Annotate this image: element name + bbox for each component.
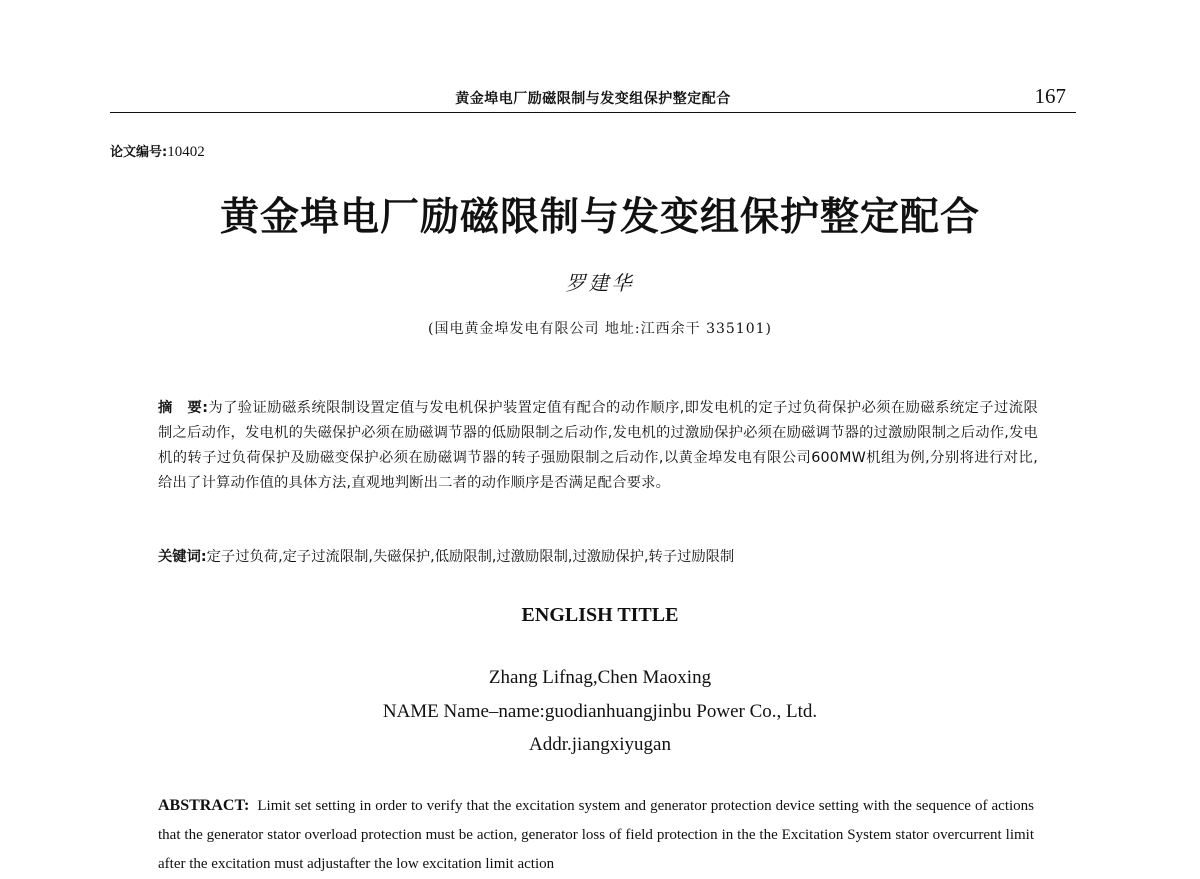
- paper-title-cn: 黄金埠电厂励磁限制与发变组保护整定配合: [219, 195, 980, 240]
- abstract-en-label: ABSTRACT:: [158, 797, 250, 814]
- affiliation-cn: (国电黄金埠发电有限公司 地址:江西余干 335101): [428, 321, 772, 337]
- paper-number: [110, 141, 205, 161]
- running-title: 黄金埠电厂励磁限制与发变组保护整定配合: [455, 91, 731, 107]
- abstract-cn: [158, 396, 1038, 496]
- abstract-cn-label: 摘 要:: [158, 400, 209, 416]
- author-cn: 罗建华: [565, 271, 635, 295]
- address-en: Addr.jiangxiyugan: [529, 734, 671, 755]
- keywords-cn-text: 定子过负荷,定子过流限制,失磁保护,低励限制,过激励限制,过激励保护,转子过励限制: [206, 549, 735, 565]
- authors-en: Zhang Lifnag,Chen Maoxing: [488, 667, 712, 688]
- keywords-cn: [158, 546, 1058, 568]
- page-number: 167: [1034, 84, 1066, 108]
- abstract-en: [158, 791, 1034, 879]
- keywords-cn-label: 关键词:: [158, 549, 207, 565]
- paper-number-value: 10402: [167, 144, 205, 160]
- abstract-cn-text: 为了验证励磁系统限制设置定值与发电机保护装置定值有配合的动作顺序,即发电机的定子过负荷保护必须在励磁系统定子过流限制之后动作，发电机的失磁保护必须在励磁调节器的低励限制之后动作,发电机的过激励保护必须在励磁调节器的过激励限制之后动作,发电机的转子过负荷保护及励磁变保护必须在励磁调节器的转子强励限制之后动作,以黄金埠发电有限公司600MW机组为例,分别将进行对比,给出了计算动作值的具体方法,直观地判断出二者的动作顺序是否满足配合要求。: [158, 400, 1038, 491]
- running-header: [110, 86, 1076, 113]
- paper-title-en: ENGLISH TITLE: [521, 604, 679, 626]
- abstract-en-text: Limit set setting in order to verify that the excitation system and generator protection device setting with the sequence of actions that the generator stator overload protection must be action, generator loss of field protection in the the Excitation System stator overcurrent limit after the excitation must adjustafter the low excitation limit action: [158, 798, 1035, 872]
- paper-number-label: 论文编号:: [110, 145, 168, 160]
- affiliation-en: NAME Name–name:guodianhuangjinbu Power Co., Ltd.: [382, 701, 818, 722]
